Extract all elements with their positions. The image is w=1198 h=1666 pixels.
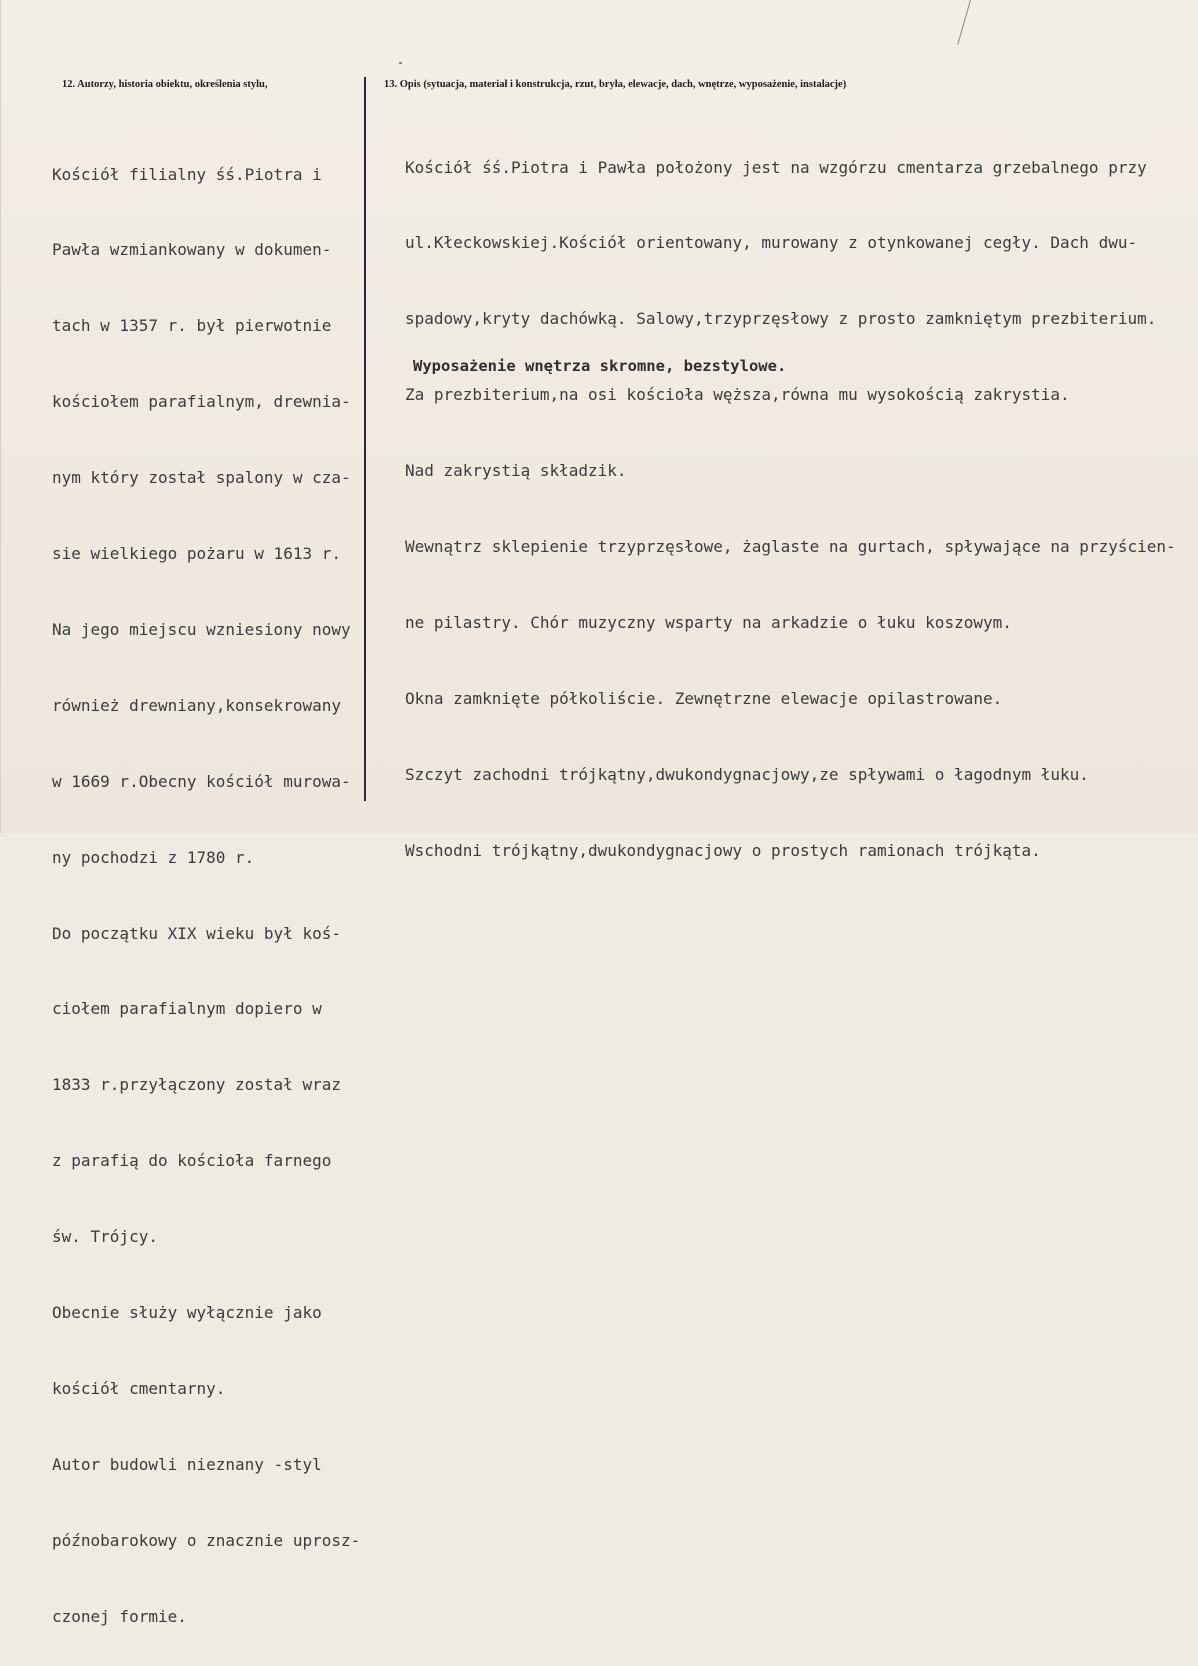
history-line: ny pochodzi z 1780 r. [52,847,255,867]
history-line: Na jego miejscu wzniesiony nowy [52,619,351,639]
pen-mark [957,0,971,44]
description-line: spadowy,kryty dachówką. Salowy,trzyprzęsłowy z prosto zamkniętym prezbiterium. [405,309,1157,329]
description-line: Szczyt zachodni trójkątny,dwukondygnacjowy,ze spływami o łagodnym łuku. [405,764,1089,784]
history-line: św. Trójcy. [52,1227,158,1247]
history-line: Do początku XIX wieku był koś- [52,923,341,943]
ink-dot [399,62,402,64]
description-line: Wschodni trójkątny,dwukondygnacjowy o prostych ramionach trójkąta. [405,840,1041,860]
furnishing-note: Wyposażenie wnętrza skromne, bezstylowe. [413,357,787,375]
description-line: ul.Kłeckowskiej.Kościół orientowany, murowany z otynkowanej cegły. Dach dwu- [405,233,1138,253]
history-line: późnobarokowy o znacznie uprosz- [52,1530,361,1550]
history-line: Obecnie służy wyłącznie jako [52,1302,322,1322]
history-line: z parafią do kościoła farnego [52,1151,332,1171]
column-divider [364,77,366,801]
history-line: kościół cmentarny. [52,1378,226,1398]
history-line: ciołem parafialnym dopiero w [52,999,322,1019]
description-line: Wewnątrz sklepienie trzyprzęsłowe, żaglaste na gurtach, spływające na przyścien- [405,537,1176,557]
section-12-header: 12. Autorzy, historia obiektu, określenia stylu, [62,79,268,90]
section-13-header: 13. Opis (sytuacja, materiał i konstrukcja, rzut, bryła, elewacje, dach, wnętrze, wyposażenie, instalacje) [384,79,847,90]
description-line: Za prezbiterium,na osi kościoła węższa,równa mu wysokością zakrystia. [405,385,1070,405]
history-line: sie wielkiego pożaru w 1613 r. [52,544,341,564]
history-line: Kościół filialny śś.Piotra i [52,164,322,184]
history-line: Pawła wzmiankowany w dokumen- [52,240,332,260]
history-line: kościołem parafialnym, drewnia- [52,392,351,412]
history-line: również drewniany,konsekrowany [52,695,341,715]
history-line: czonej formie. [52,1606,187,1626]
description-line: Kościół śś.Piotra i Pawła położony jest na wzgórzu cmentarza grzebalnego przy [405,157,1147,177]
history-line: tach w 1357 r. był pierwotnie [52,316,332,336]
description-line: Nad zakrystią składzik. [405,461,627,481]
history-line: nym który został spalony w cza- [52,468,351,488]
history-line: 1833 r.przyłączony został wraz [52,1075,341,1095]
history-text [52,111,360,1666]
description-line: Okna zamknięte półkoliście. Zewnętrzne elewacje opilastrowane. [405,688,1003,708]
history-line: Autor budowli nieznany -styl [52,1454,322,1474]
description-text [405,104,1176,914]
description-line: ne pilastry. Chór muzyczny wsparty na arkadzie o łuku koszowym. [405,612,1012,632]
history-line: w 1669 r.Obecny kościół murowa- [52,771,351,791]
